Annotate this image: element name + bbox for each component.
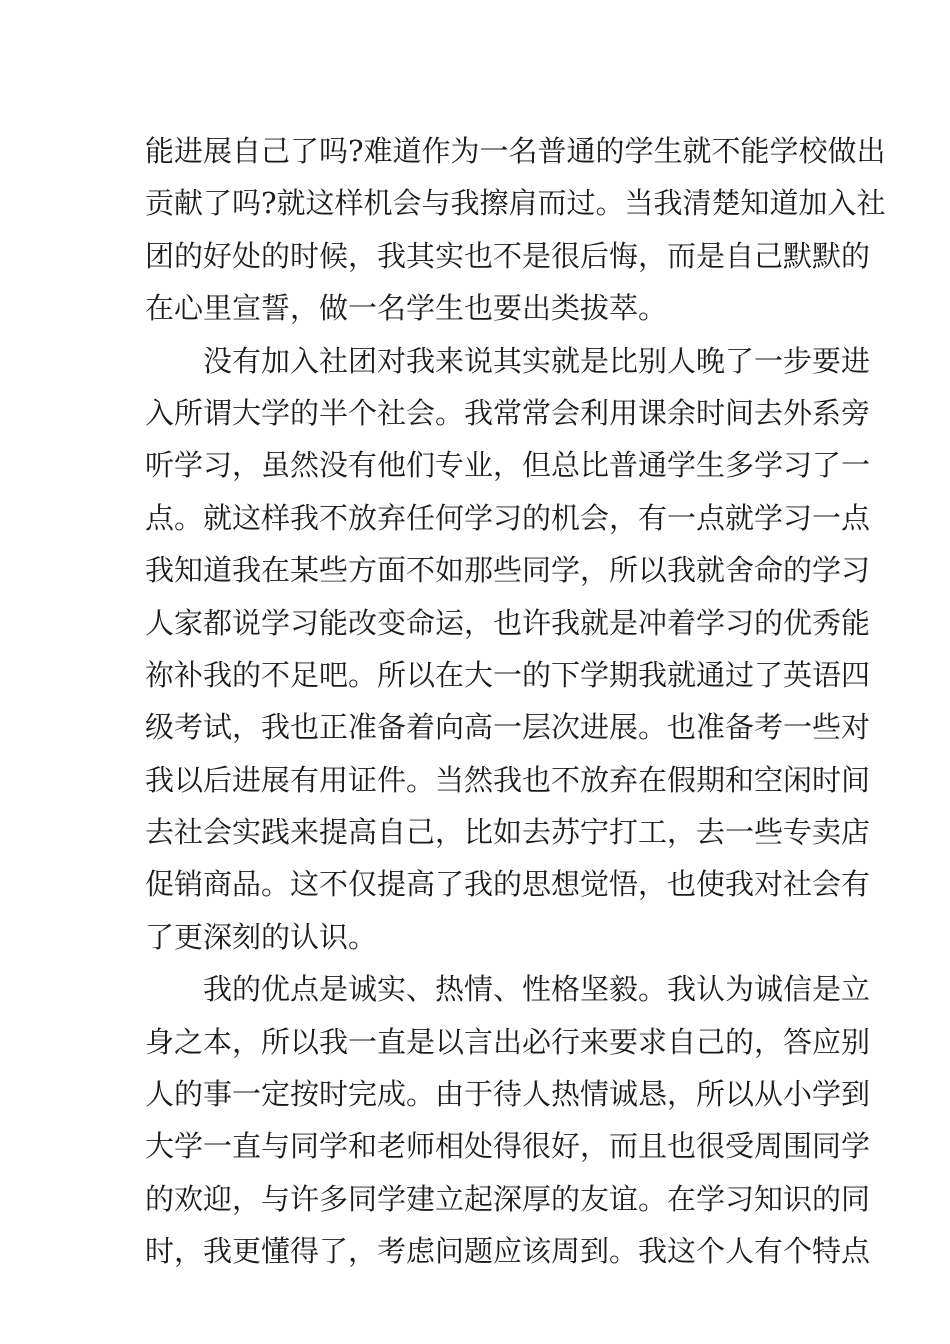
text-line: 我以后进展有用证件。当然我也不放弃在假期和空闲时间 [145, 762, 871, 797]
text-line: 大学一直与同学和老师相处得很好，而且也很受周围同学 [145, 1129, 871, 1164]
text-line: 时，我更懂得了，考虑问题应该周到。我这个人有个特点 [145, 1234, 871, 1269]
text-line: 祢补我的不足吧。所以在大一的下学期我就通过了英语四 [145, 657, 871, 692]
text-line: 在心里宣誓，做一名学生也要出类拔萃。 [145, 291, 668, 326]
text-line: 我的优点是诚实、热情、性格坚毅。我认为诚信是立 [203, 972, 871, 1007]
text-line: 身之本，所以我一直是以言出必行来要求自己的，答应别 [145, 1024, 871, 1059]
text-line: 级考试，我也正准备着向高一层次进展。也准备考一些对 [145, 710, 871, 745]
text-line: 促销商品。这不仅提高了我的思想觉悟，也使我对社会有 [145, 867, 871, 902]
text-line: 团的好处的时候，我其实也不是很后悔，而是自己默默的 [145, 238, 871, 273]
text-line: 了更深刻的认识。 [145, 919, 378, 954]
text-line: 的欢迎，与许多同学建立起深厚的友谊。在学习知识的同 [145, 1181, 871, 1216]
text-line: 去社会实践来提高自己，比如去苏宁打工，去一些专卖店 [145, 815, 871, 850]
document-body [145, 125, 886, 1278]
text-line: 听学习，虽然没有他们专业，但总比普通学生多学习了一 [145, 448, 871, 483]
text-line: 我知道我在某些方面不如那些同学，所以我就舍命的学习 [145, 553, 871, 588]
text-line: 点。就这样我不放弃任何学习的机会，有一点就学习一点 [145, 500, 871, 535]
text-line: 能进展自己了吗?难道作为一名普通的学生就不能学校做出 [145, 134, 886, 168]
text-line: 人的事一定按时完成。由于待人热情诚恳，所以从小学到 [145, 1077, 871, 1112]
text-line: 入所谓大学的半个社会。我常常会利用课余时间去外系旁 [145, 395, 871, 430]
text-line: 没有加入社团对我来说其实就是比别人晚了一步要进 [203, 343, 871, 378]
text-line: 贡献了吗?就这样机会与我擦肩而过。当我清楚知道加入社 [145, 186, 886, 221]
text-line: 人家都说学习能改变命运，也许我就是冲着学习的优秀能 [145, 605, 871, 640]
